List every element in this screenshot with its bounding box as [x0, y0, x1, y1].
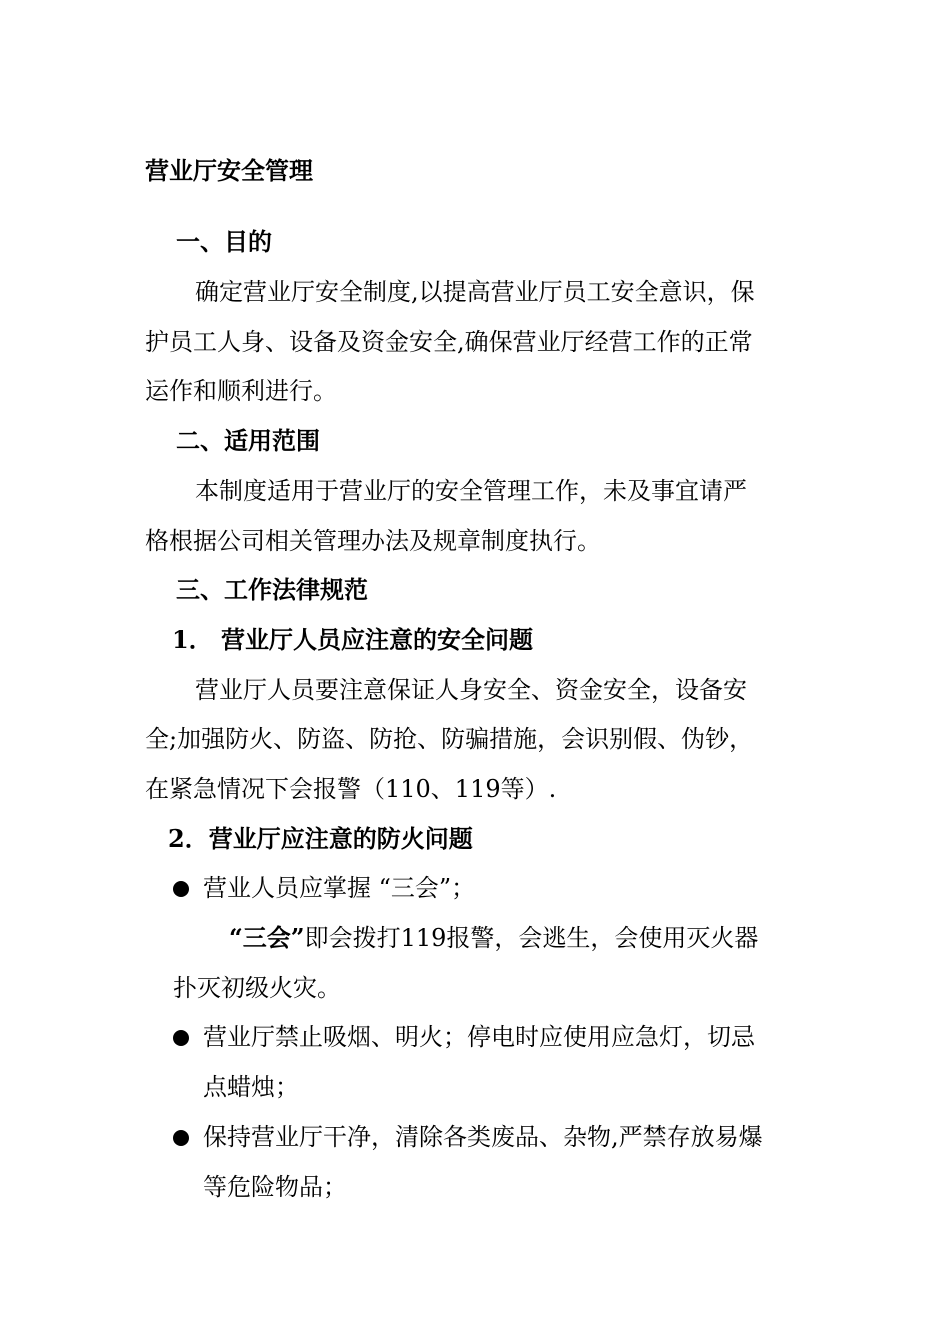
scope-line-1: 本制度适用于营业厅的安全管理工作，未及事宜请严 [195, 477, 747, 505]
item1-line-3: 在紧急情况下会报警（110、119等）. [145, 775, 557, 803]
bullet2-line-1: 营业厅禁止吸烟、明火；停电时应使用应急灯，切忌 [203, 1023, 755, 1051]
bullet-dot-2 [173, 1030, 189, 1046]
item1-line-2: 全;加强防火、防盗、防抢、防骗措施，会识别假、伪钞， [145, 725, 754, 753]
three-rules-line [229, 923, 758, 953]
bullet-dot-1 [173, 881, 189, 897]
bullet1-text: 营业人员应掌握 “三会”； [203, 874, 476, 902]
section-purpose-heading: 一、目的 [176, 227, 272, 256]
purpose-line-3: 运作和顺利进行。 [145, 377, 337, 405]
bullet2-line-2: 点蜡烛； [203, 1073, 299, 1101]
norms-item2-heading: 2．营业厅应注意的防火问题 [168, 824, 473, 853]
three-rules-label: “三会” [229, 923, 305, 952]
three-rules-continuation: 扑灭初级火灾。 [173, 974, 341, 1002]
section-scope-heading: 二、适用范围 [176, 426, 320, 455]
item1-line-1: 营业厅人员要注意保证人身安全、资金安全，设备安 [195, 676, 747, 704]
three-rules-text: 即会拨打119报警，会逃生，会使用灭火器 [304, 924, 759, 952]
bullet3-line-1: 保持营业厅干净，清除各类废品、杂物,严禁存放易爆 [203, 1123, 763, 1151]
document-title: 营业厅安全管理 [145, 156, 313, 185]
bullet-dot-3 [173, 1130, 189, 1146]
purpose-line-2: 护员工人身、设备及资金安全,确保营业厅经营工作的正常 [145, 328, 753, 356]
scope-line-2: 格根据公司相关管理办法及规章制度执行。 [145, 527, 601, 555]
norms-item1-heading: 1． 营业厅人员应注意的安全问题 [172, 625, 534, 654]
purpose-line-1: 确定营业厅安全制度,以提高营业厅员工安全意识，保 [195, 278, 755, 306]
section-norms-heading: 三、工作法律规范 [176, 575, 368, 604]
bullet3-line-2: 等危险物品； [203, 1173, 347, 1201]
